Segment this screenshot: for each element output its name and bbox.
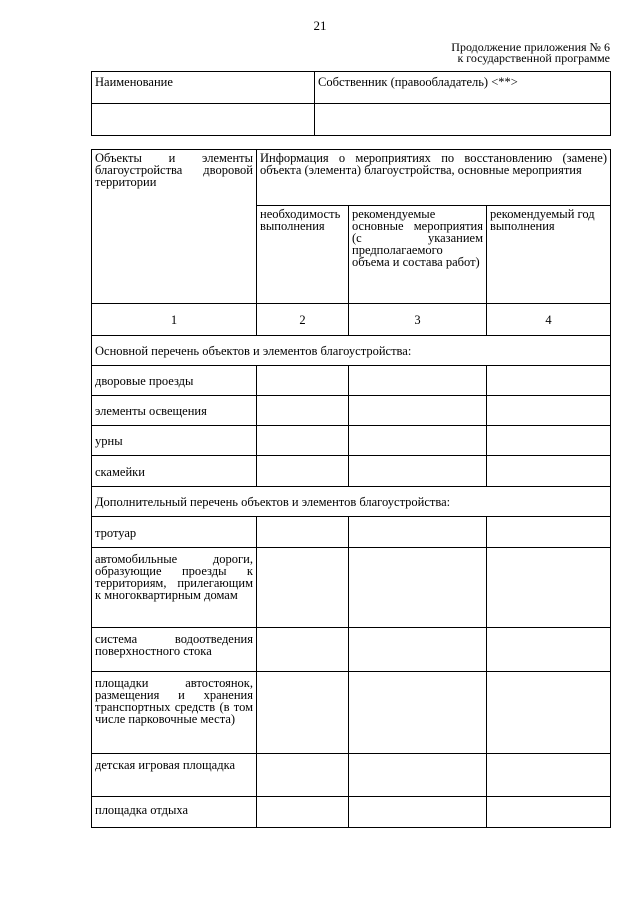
improvement-table xyxy=(91,149,611,828)
table-cell xyxy=(349,672,487,754)
column-number: 1 xyxy=(92,304,257,336)
table-row-label: площадка отдыха xyxy=(92,797,257,828)
page-number: 21 xyxy=(313,18,327,33)
table-row-label: площадки автостоянок, размещения и хранения транспортных средств (в том числе парковочные места) xyxy=(92,672,257,754)
table-cell xyxy=(257,456,349,487)
table-cell xyxy=(349,754,487,797)
table-cell xyxy=(257,517,349,548)
table-cell xyxy=(349,426,487,456)
table-cell xyxy=(349,797,487,828)
column-number: 2 xyxy=(257,304,349,336)
section-main-heading: Основной перечень объектов и элементов благоустройства: xyxy=(92,336,611,366)
owner-table-cell xyxy=(92,104,315,136)
table-cell xyxy=(349,517,487,548)
section-additional-heading: Дополнительный перечень объектов и элементов благоустройства: xyxy=(92,487,611,517)
table-cell xyxy=(487,548,611,628)
table-cell xyxy=(349,456,487,487)
table-cell xyxy=(487,366,611,396)
table-row-label: элементы освещения xyxy=(92,396,257,426)
table-cell xyxy=(257,672,349,754)
table-cell xyxy=(487,672,611,754)
table-cell xyxy=(349,548,487,628)
continuation-line-2: к государственной программе xyxy=(457,51,610,65)
table-cell xyxy=(257,426,349,456)
table-cell xyxy=(349,628,487,672)
table-cell xyxy=(487,628,611,672)
table-cell xyxy=(349,366,487,396)
owner-table-header-name: Наименование xyxy=(92,72,315,104)
header-objects: Объекты и элементы благоустройства дворовой территории xyxy=(92,150,257,304)
header-recommended-year: рекомендуемый год выполнения xyxy=(487,206,611,304)
header-recommended-works: рекомендуемые основные мероприятия (с указанием предполагаемого объема и состава работ) xyxy=(349,206,487,304)
table-row-label: система водоотведения поверхностного стока xyxy=(92,628,257,672)
table-row-label: автомобильные дороги, образующие проезды к территориям, прилегающим к многоквартирным домам xyxy=(92,548,257,628)
column-number: 3 xyxy=(349,304,487,336)
owner-table-cell xyxy=(315,104,611,136)
table-cell xyxy=(257,548,349,628)
table-cell xyxy=(487,396,611,426)
header-need: необходимость выполнения xyxy=(257,206,349,304)
table-cell xyxy=(257,797,349,828)
continuation-note xyxy=(451,42,610,64)
table-cell xyxy=(487,754,611,797)
table-cell xyxy=(487,426,611,456)
table-row-label: скамейки xyxy=(92,456,257,487)
table-cell xyxy=(487,797,611,828)
table-cell xyxy=(257,754,349,797)
header-info: Информация о мероприятиях по восстановлению (замене) объекта (элемента) благоустройства, основные мероприятия xyxy=(257,150,611,206)
owner-table xyxy=(91,71,611,136)
table-cell xyxy=(487,456,611,487)
table-cell xyxy=(349,396,487,426)
table-cell xyxy=(257,396,349,426)
table-row-label: детская игровая площадка xyxy=(92,754,257,797)
column-number: 4 xyxy=(487,304,611,336)
table-row-label: урны xyxy=(92,426,257,456)
table-cell xyxy=(487,517,611,548)
table-cell xyxy=(257,366,349,396)
table-row-label: дворовые проезды xyxy=(92,366,257,396)
table-cell xyxy=(257,628,349,672)
owner-table-header-owner: Собственник (правообладатель) <**> xyxy=(315,72,611,104)
table-row-label: тротуар xyxy=(92,517,257,548)
continuation-line-1: Продолжение приложения № 6 xyxy=(451,40,610,54)
